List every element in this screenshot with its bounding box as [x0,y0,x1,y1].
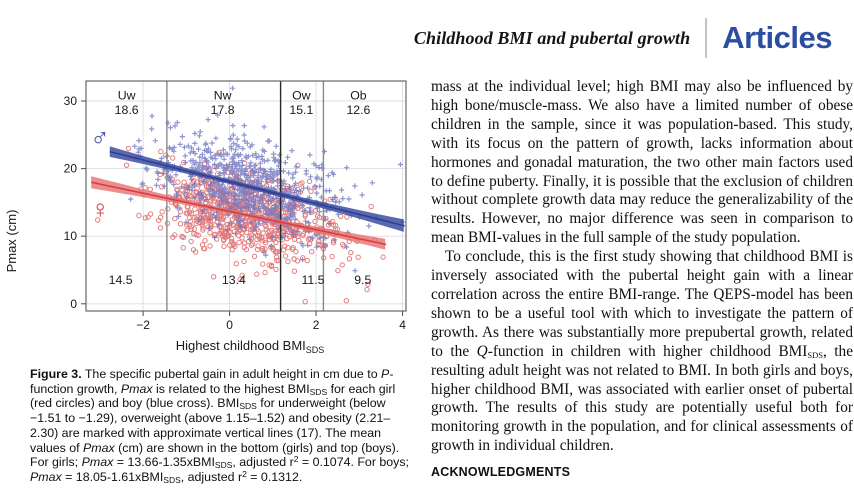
girls-gender-symbol: ♀ [90,193,111,224]
svg-text:30: 30 [63,94,77,109]
figure-3-caption: Figure 3. The specific pubertal gain in adult height in cm due to P-function growth, Pmax is related to the highest $BMI_{SDS}$ for each girl (red circles) and boy (blue cross). $BMI_{SDS}$ for underweight (below −1.51 to −1.29), overweight (above 1.15–1.52) and obesity (2.21–2.30) are marked with approximate vertical lines (17). The mean values of Pmax (cm) are shown in the bottom (girls) and top (boys). For girls; Pmax = 13.66-1.35xBMI$_{SDS}$, adjusted $r^2 = 0.1074$. For boys; Pmax = 18.05-1.61xBMI$_{SDS}$, adjusted $r^2 = 0.1312$. [30,367,410,485]
body-paragraph-2: To conclude, this is the first study showing that childhood BMI is inversely associated with the pubertal height gain with a linear correlation across the entire BMI-range. The QEPS-model has been shown to be a useful tool with which to investigate the pattern of growth. As there was substantially more prepubertal growth, related to the Q-function in children with higher childhood $BMI_{SDS}$, the resulting adult height was not related to BMI. In both girls and boys, higher childhood BMI, was associated with earlier onset of pubertal growth. The results of this study are potentially useful both for monitoring growth in the population, and for clinical assessments of growth in individual children. [431,248,853,455]
article-text-column [431,78,853,479]
svg-text:4: 4 [399,318,406,332]
svg-text:0: 0 [226,318,233,332]
zone-label-Uw: Uw [117,88,136,103]
acknowledgments-heading: ACKNOWLEDGMENTS [431,465,571,480]
y-axis-title: Pmax (cm) [4,209,19,273]
svg-text:20: 20 [63,161,77,176]
svg-text:13.4: 13.4 [221,273,246,288]
journal-section-wordmark: Articles [722,20,832,55]
zone-label-Nw: Nw [213,88,232,103]
body-paragraph-1: mass at the individual level; high BMI may also be influenced by high bone/muscle-mass. We also have a limited number of obese children in the sample, since it was population-based. This study, with its focus on the pattern of growth, lacks information about hormones and gonadal maturation, the two other main factors used to define puberty. Finally, it is possible that the exclusion of children without complete growth data may reduce the generalizability of the results. However, no major difference was seen in comparison to mean BMI-values in the full sample of the study population. [431,78,853,247]
zone-label-Ob: Ob [350,88,367,103]
boys-gender-symbol: ♂ [90,121,110,152]
svg-text:0: 0 [70,296,77,311]
page-header [414,18,832,58]
svg-text:10: 10 [63,229,77,244]
running-title: Childhood BMI and pubertal growth [413,27,691,48]
svg-text:17.8: 17.8 [210,102,235,117]
svg-text:11.5: 11.5 [301,273,325,288]
figure-3-chart [0,76,430,368]
svg-text:14.5: 14.5 [108,273,133,288]
svg-text:18.6: 18.6 [114,102,139,117]
header-divider [705,18,707,58]
svg-text:−2: −2 [136,318,150,332]
svg-text:15.1: 15.1 [289,102,314,117]
pmax-bmi-scatter-chart [0,76,430,368]
svg-text:9.5: 9.5 [354,273,372,288]
svg-text:2: 2 [312,318,320,332]
zone-label-Ow: Ow [292,88,311,103]
svg-text:12.6: 12.6 [346,102,371,117]
x-axis-title: Highest childhood $BMI_{SDS}$ [175,338,325,355]
